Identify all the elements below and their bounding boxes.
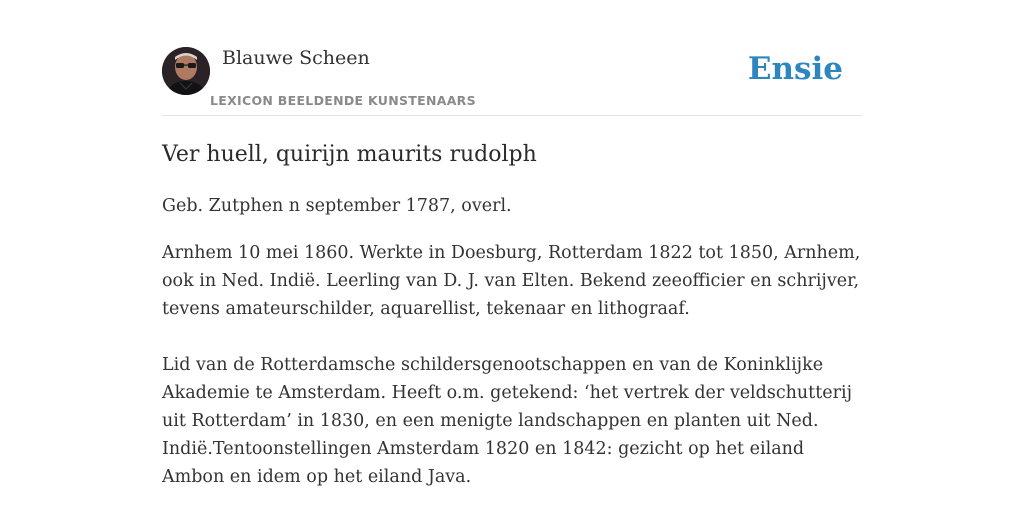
collection-label[interactable]: LEXICON BEELDENDE KUNSTENAARS [210, 93, 476, 108]
author-name[interactable]: Blauwe Scheen [222, 47, 370, 69]
article-paragraph: Arnhem 10 mei 1860. Werkte in Doesburg, Rotterdam 1822 tot 1850, Arnhem, ook in Ned. Indië. Leerling van D. J. van Elten. Bekend zeeofficier en schrijver, tevens amateurschilder, aquarellist, tekenaar en lithograaf. [162, 243, 861, 319]
article-paragraph: Geb. Zutphen n september 1787, overl. [162, 196, 512, 216]
article-paragraph: Lid van de Rotterdamsche schildersgenootschappen en van de Koninklijke Akademie te Amsterdam. Heeft o.m. getekend: ‘het vertrek der veldschutterij uit Rotterdam’ in 1830, en een menigte landschappen en planten uit Ned. Indië.Tentoonstellingen Amsterdam 1820 en 1842: gezicht op het eiland Ambon en idem op het eiland Java. [162, 355, 852, 487]
header-divider [162, 115, 862, 116]
avatar[interactable] [162, 47, 210, 95]
avatar-photo [162, 47, 210, 95]
article-title: Ver huell, quirijn maurits rudolph [162, 142, 537, 167]
ensie-logo[interactable]: Ensie [747, 51, 843, 87]
